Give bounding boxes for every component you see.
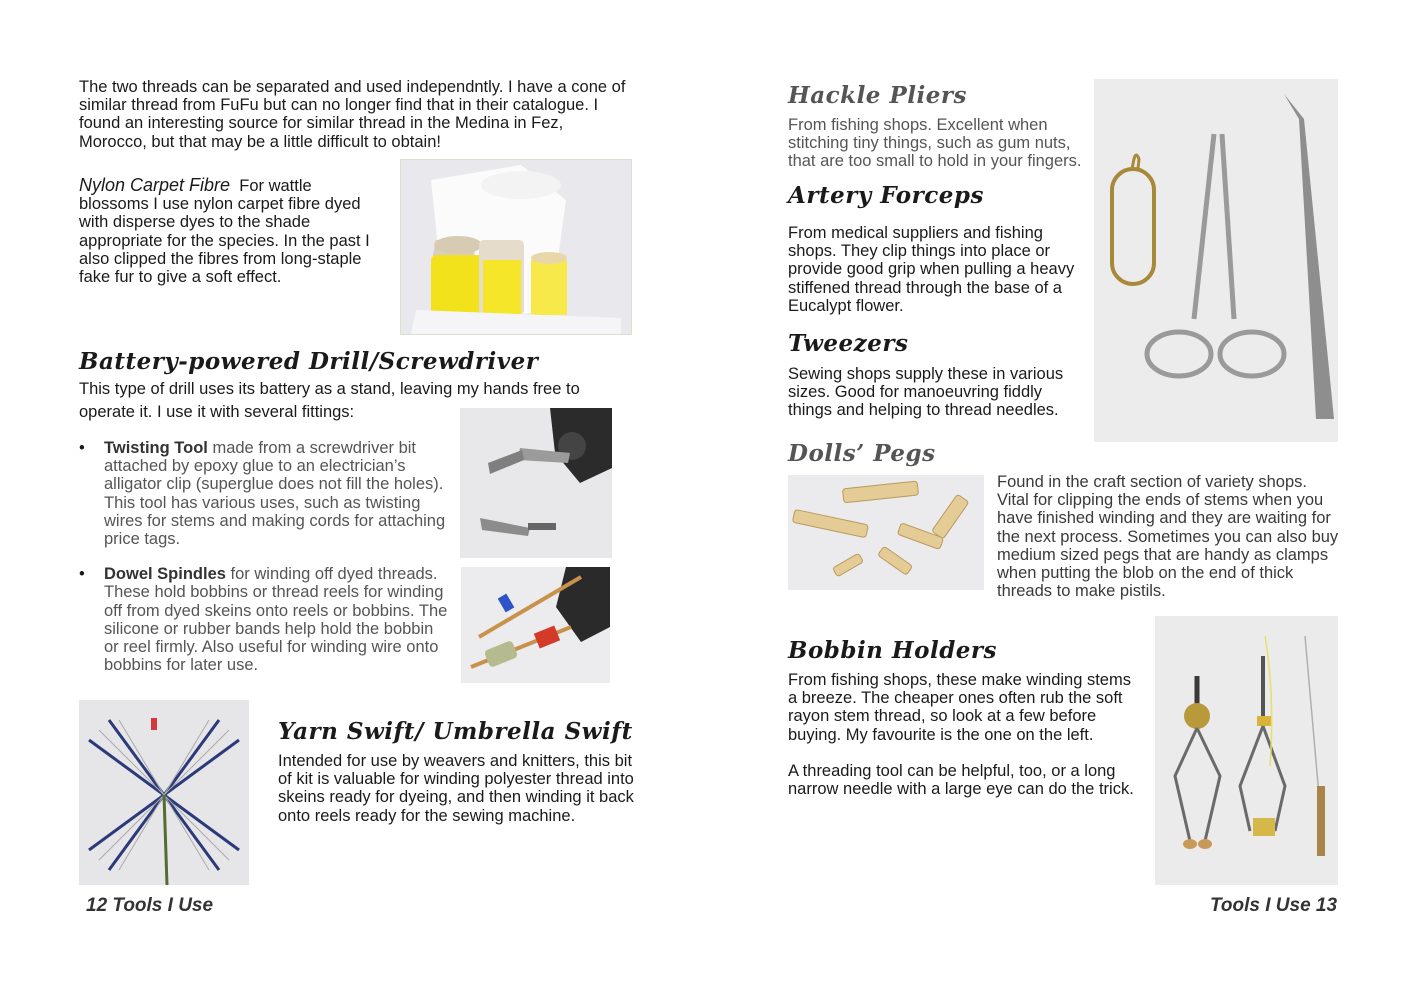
fittings-list [79,439,451,674]
swift-heading: Yarn Swift/ Umbrella Swift [278,718,633,745]
pliers-forceps-tweezers-photo [1094,79,1338,442]
list-item [79,565,451,674]
bobbin-holders-text: From fishing shops, these make winding stems a breeze. The cheaper ones often rub the soft rayon stem thread, so look at a few before buying. My favourite is the one on the left. [788,671,1131,744]
dolls-pegs-photo [788,475,984,590]
list-item [79,439,451,548]
threading-tool-text: A threading tool can be helpful, too, or a long narrow needle with a large eye can do the trick. [788,762,1134,799]
artery-forceps-text: From medical suppliers and fishing shops. They clip things into place or provide good grip when pulling a heavy stiffened thread through the base of a Eucalypt flower. [788,224,1075,315]
dowel-spindles-text: for winding off dyed threads. These hold bobbins or thread reels for winding off from dyed skeins onto reels or bobbins. The silicone or rubber bands help hold the bobbin or reel firmly. Also useful for winding wire onto bobbins for later use. [104,565,448,675]
hackle-pliers-text: From fishing shops. Excellent when stitching tiny things, such as gum nuts, that are too small to hold in your fingers. [788,116,1082,171]
nylon-paragraph [79,176,384,286]
swift-paragraph: Intended for use by weavers and knitters, this bit of kit is valuable for winding polyester thread into skeins ready for dyeing, and then winding it back onto reels ready for the sewing machine. [278,752,634,825]
bullet-dot: • [79,565,85,584]
nylon-text: For wattle blossoms I use nylon carpet fibre dyed with disperse dyes to the shade appropriate for the species. In the past I also clipped the fibres from long-staple fake fur to give a soft effect. [79,177,370,287]
twisting-tool-term: Twisting Tool [104,439,208,457]
artery-forceps-heading: Artery Forceps [788,182,984,209]
tweezers-text: Sewing shops supply these in various sizes. Good for manoeuvring fiddly things and helping to thread needles. [788,365,1064,420]
dolls-pegs-heading: Dolls’ Pegs [788,440,936,467]
bobbin-holders-photo [1155,616,1338,885]
bullet-dot: • [79,439,85,457]
tweezers-heading: Tweezers [788,330,909,357]
dowel-spindles-term: Dowel Spindles [104,565,226,584]
nylon-title: Nylon Carpet Fibre [79,175,231,195]
yarn-swift-photo [79,700,249,885]
dolls-pegs-text: Found in the craft section of variety shops. Vital for clipping the ends of stems when you have finished winding and they are waiting for the next process. Sometimes you can also buy medium sized pegs that are handy as clamps when putting the blob on the end of thick threads to make pistils. [997,473,1339,601]
twisting-tool-text: made from a screwdriver bit attached by epoxy glue to an electrician’s alligator clip (superglue does not fill the holes). This tool has various uses, such as twisting wires for stems and making cords for attaching price tags. [104,439,446,549]
drill-intro: This type of drill uses its battery as a stand, leaving my hands free to operate it. I use it with several fittings: [79,380,580,421]
bobbin-holders-heading: Bobbin Holders [788,637,998,664]
left-page-number: 12 Tools I Use [86,895,214,916]
intro-paragraph: The two threads can be separated and used independntly. I have a cone of similar thread from FuFu but can no longer find that in their catalogue. I found an interesting source for similar thread in the Medina in Fez, Morocco, but that may be a little difficult to obtain! [79,78,626,151]
hackle-pliers-heading: Hackle Pliers [788,82,967,109]
right-page-number: Tools I Use 13 [1210,895,1338,916]
twisting-tool-photo [460,408,612,558]
drill-heading: Battery-powered Drill/Screwdriver [79,348,539,375]
thread-cones-photo [400,159,632,335]
dowel-spindles-photo [461,567,610,683]
